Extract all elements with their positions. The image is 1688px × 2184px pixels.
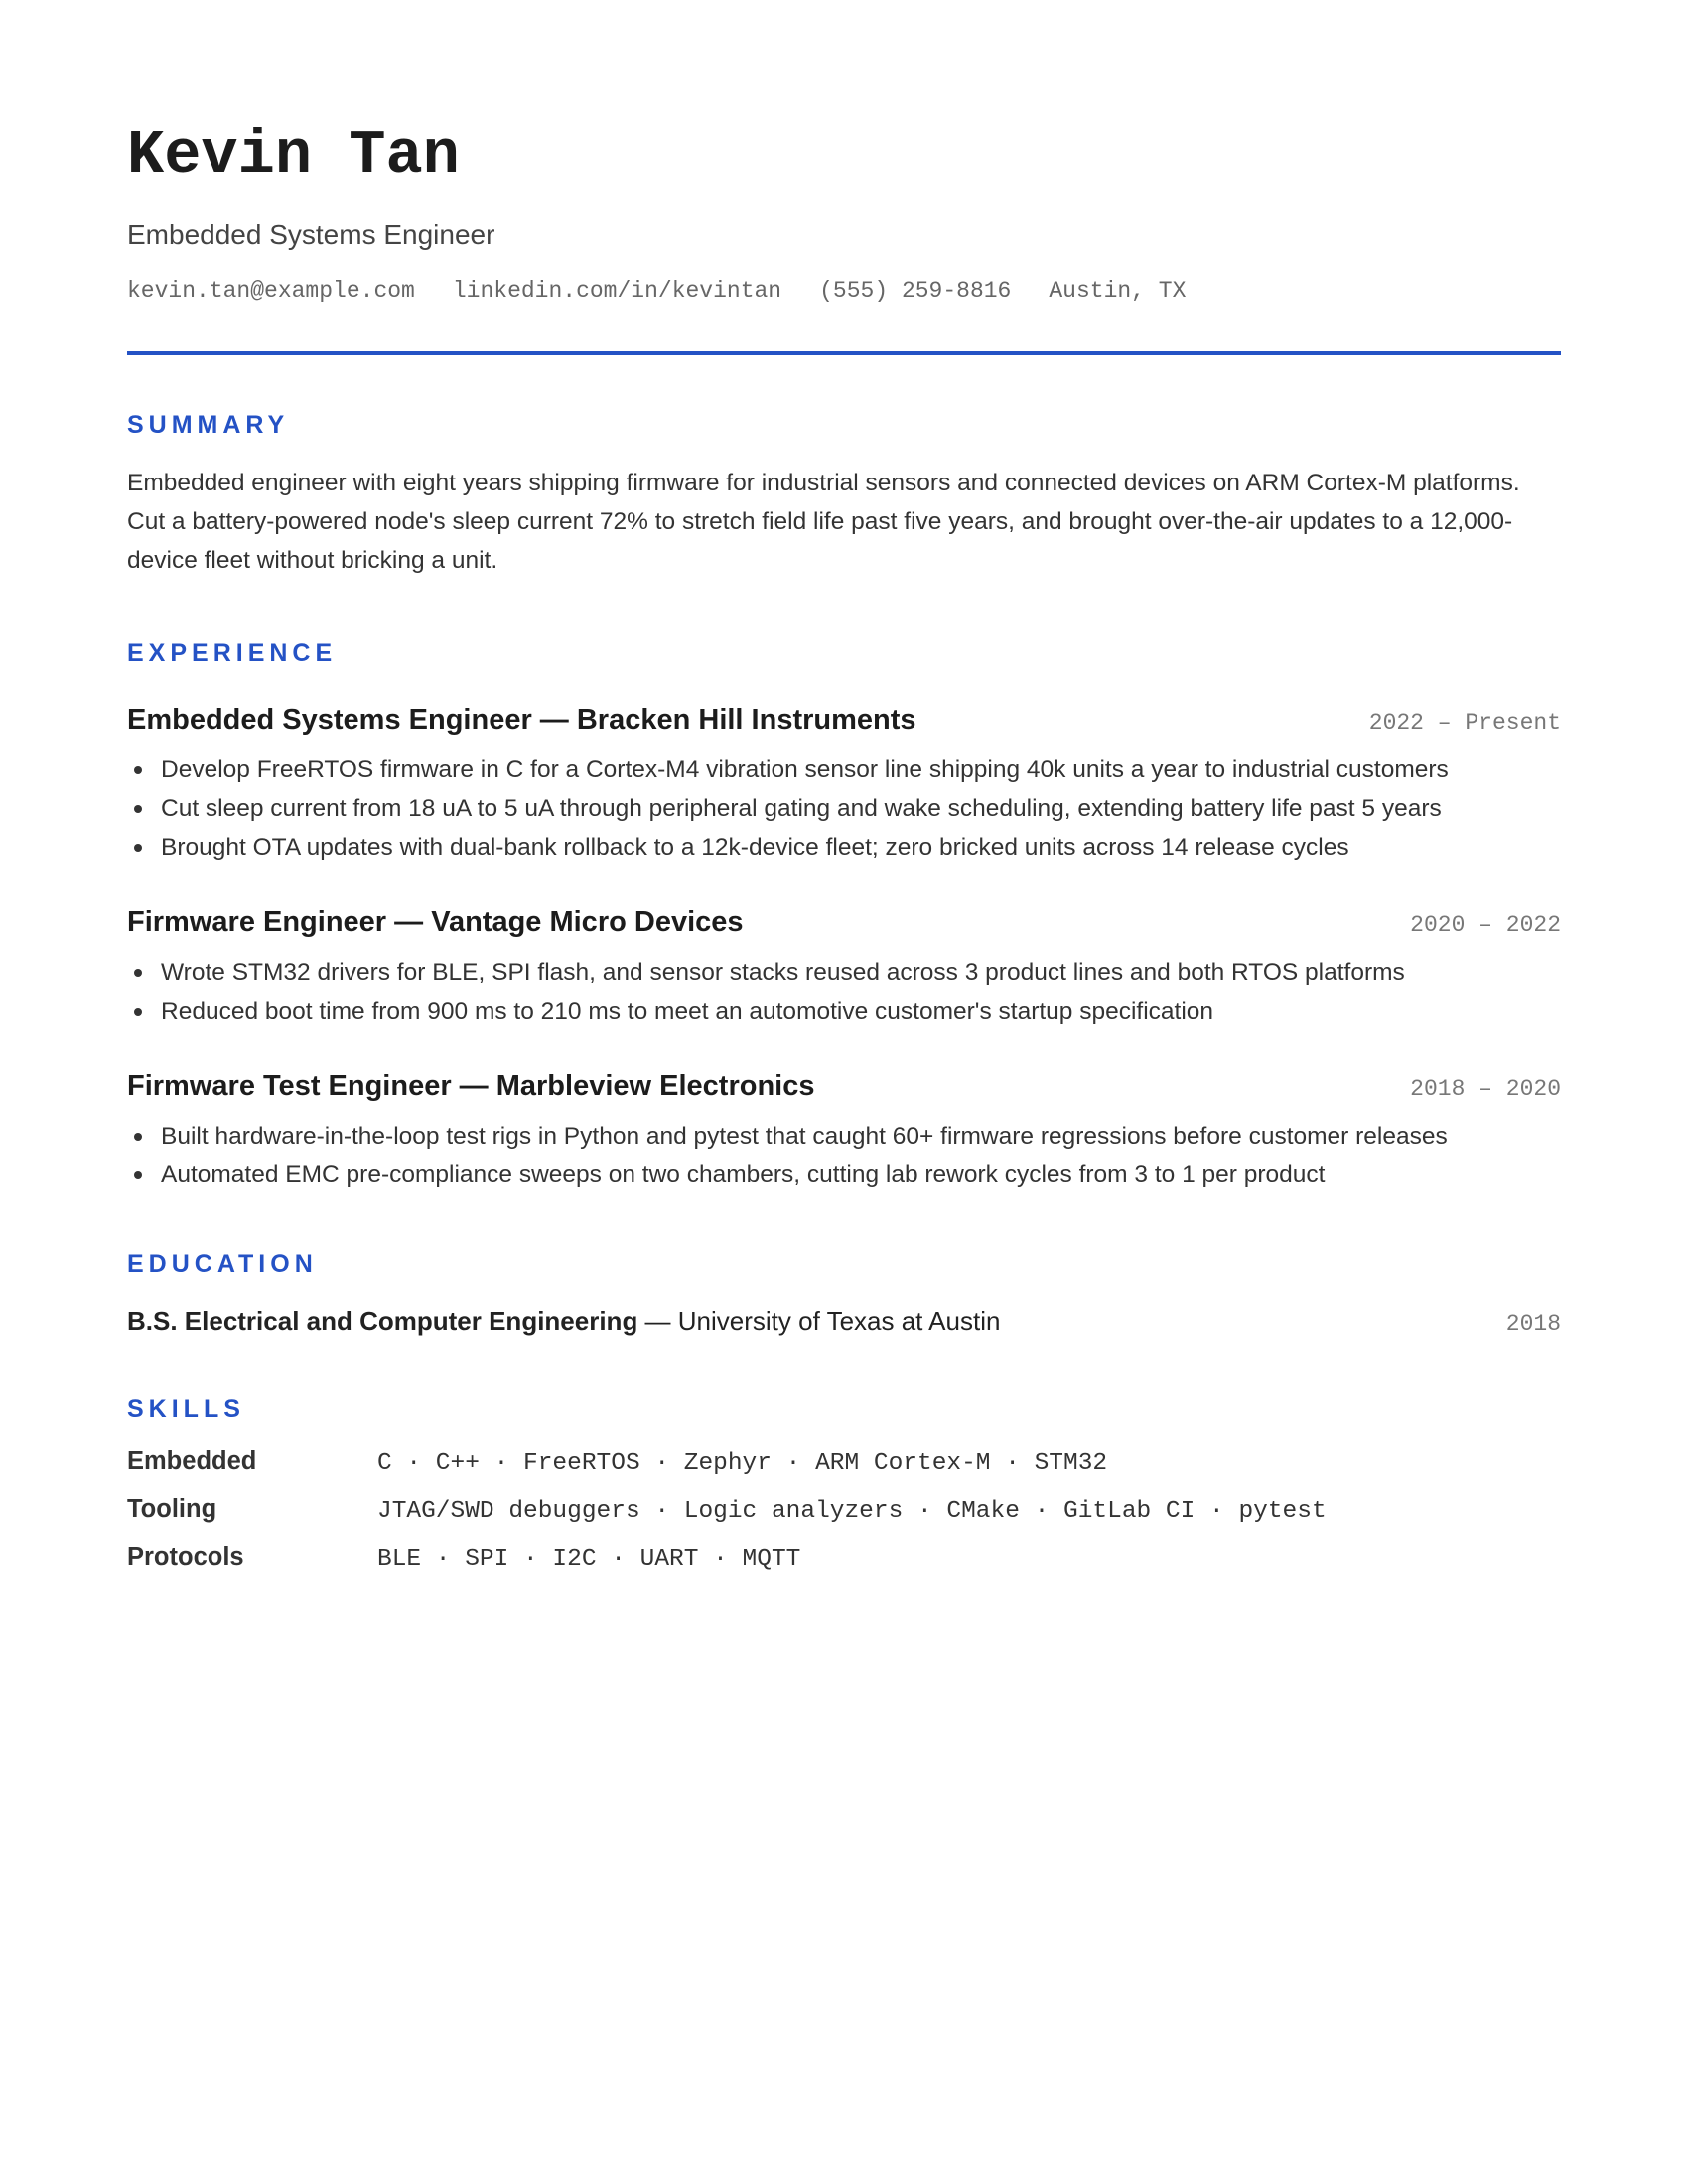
job-dates: 2020 – 2022: [1410, 911, 1561, 938]
bullet-item: [127, 1156, 1561, 1194]
bullet-text: Automated EMC pre-compliance sweeps on two chambers, cutting lab rework cycles from 3 to 1 per product: [161, 1160, 1326, 1188]
education-section: [127, 1249, 1561, 1337]
bullet-dot-icon: [134, 844, 142, 852]
contact-phone: (555) 259-8816: [819, 277, 1012, 304]
experience-heading: EXPERIENCE: [127, 638, 338, 667]
job-header: [127, 906, 1561, 939]
skill-items: BLE · SPI · I2C · UART · MQTT: [377, 1545, 801, 1572]
contact-email: kevin.tan@example.com: [127, 277, 415, 304]
bullet-item: [127, 751, 1561, 789]
job-bullets: [127, 751, 1561, 867]
bullet-dot-icon: [134, 766, 142, 774]
job-bullets: [127, 953, 1561, 1030]
education-detail: [127, 1306, 1000, 1337]
experience-section: [127, 638, 1561, 1194]
contact-location: Austin, TX: [1049, 277, 1187, 304]
bullet-dot-icon: [134, 1133, 142, 1141]
contact-line: [127, 278, 1561, 304]
skill-category: Embedded: [127, 1446, 257, 1475]
contact-linkedin: linkedin.com/in/kevintan: [452, 277, 782, 304]
bullet-text: Develop FreeRTOS firmware in C for a Cortex-M4 vibration sensor line shipping 40k units a year to industrial customers: [161, 755, 1449, 783]
summary-section: [127, 410, 1561, 580]
job-title: Embedded Systems Engineer — Bracken Hill Instruments: [127, 703, 916, 736]
skills-table: [127, 1447, 1561, 1590]
bullet-item: [127, 1117, 1561, 1156]
skill-row: [127, 1495, 1561, 1543]
bullet-item: [127, 953, 1561, 992]
skill-items: JTAG/SWD debuggers · Logic analyzers · CMake · GitLab CI · pytest: [377, 1497, 1327, 1525]
header-divider: [127, 351, 1561, 355]
skill-category: Protocols: [127, 1542, 244, 1570]
job-entry: [127, 704, 1561, 867]
education-heading: EDUCATION: [127, 1249, 318, 1278]
job-title: Firmware Engineer — Vantage Micro Devices: [127, 905, 744, 938]
job-entry: [127, 1070, 1561, 1194]
skills-section: [127, 1394, 1561, 1590]
job-header: [127, 704, 1561, 737]
education-degree: B.S. Electrical and Computer Engineering: [127, 1305, 638, 1336]
bullet-dot-icon: [134, 1008, 142, 1016]
job-dates: 2022 – Present: [1368, 709, 1561, 736]
skill-items: C · C++ · FreeRTOS · Zephyr · ARM Cortex-M · STM32: [377, 1449, 1108, 1477]
bullet-item: [127, 789, 1561, 828]
skill-row: [127, 1447, 1561, 1495]
job-header: [127, 1070, 1561, 1103]
job-entry: [127, 906, 1561, 1030]
bullet-text: Wrote STM32 drivers for BLE, SPI flash, and sensor stacks reused across 3 product lines and both RTOS platforms: [161, 958, 1405, 986]
skills-heading: SKILLS: [127, 1394, 245, 1423]
bullet-text: Brought OTA updates with dual-bank rollback to a 12k-device fleet; zero bricked units across 14 release cycles: [161, 833, 1349, 861]
candidate-role: Embedded Systems Engineer: [127, 219, 495, 250]
skill-category: Tooling: [127, 1494, 217, 1523]
bullet-text: Reduced boot time from 900 ms to 210 ms to meet an automotive customer's startup specification: [161, 997, 1214, 1024]
bullet-item: [127, 992, 1561, 1030]
summary-text: Embedded engineer with eight years shipping firmware for industrial sensors and connected devices on ARM Cortex-M platforms. Cut a battery-powered node's sleep current 72% to stretch field life past five years, and brought over-the-air updates to a 12,000-device fleet without bricking a unit.: [127, 469, 1520, 574]
summary-heading: SUMMARY: [127, 410, 290, 439]
education-school: — University of Texas at Austin: [637, 1305, 1001, 1336]
job-bullets: [127, 1117, 1561, 1194]
bullet-dot-icon: [134, 1171, 142, 1179]
bullet-text: Cut sleep current from 18 uA to 5 uA through peripheral gating and wake scheduling, extending battery life past 5 years: [161, 794, 1442, 822]
skill-row: [127, 1543, 1561, 1590]
education-year: 2018: [1505, 1310, 1561, 1337]
resume-header: [127, 120, 1561, 355]
bullet-text: Built hardware-in-the-loop test rigs in Python and pytest that caught 60+ firmware regressions before customer releases: [161, 1122, 1448, 1150]
candidate-name: Kevin Tan: [127, 120, 460, 191]
education-entry: [127, 1306, 1561, 1337]
bullet-dot-icon: [134, 969, 142, 977]
job-title: Firmware Test Engineer — Marbleview Electronics: [127, 1069, 815, 1102]
bullet-dot-icon: [134, 805, 142, 813]
job-dates: 2018 – 2020: [1410, 1075, 1561, 1102]
bullet-item: [127, 828, 1561, 867]
